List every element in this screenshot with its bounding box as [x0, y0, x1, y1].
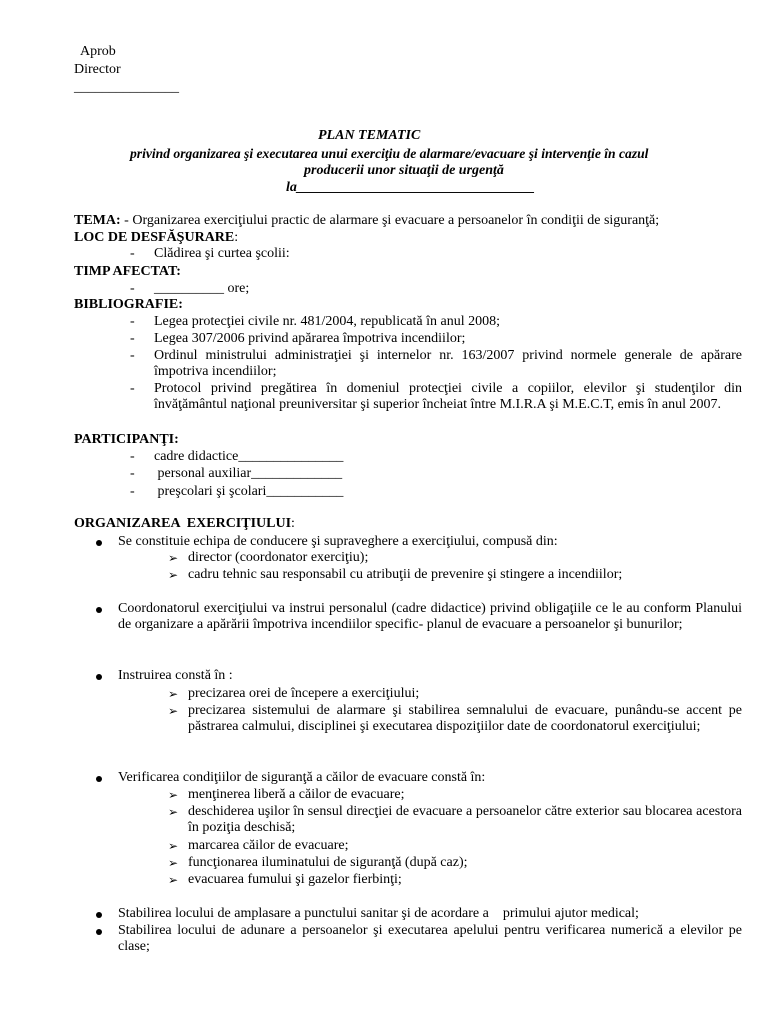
- loc-heading: [74, 230, 238, 246]
- dash-marker: -: [130, 466, 135, 481]
- dash-marker: -: [130, 381, 135, 396]
- title-date-line: la__________________________________: [286, 180, 535, 195]
- org-b4-sub-5: evacuarea fumului şi gazelor fierbinţi;: [188, 872, 402, 887]
- arrow-bullet-icon: ➢: [168, 568, 179, 582]
- loc-colon: :: [234, 230, 239, 245]
- org-b3-sub-1: precizarea orei de începere a exerciţiului;: [188, 686, 420, 701]
- org-b4-sub-1: menţinerea liberă a căilor de evacuare;: [188, 787, 405, 802]
- dash-marker: -: [130, 314, 135, 329]
- org-bullet-4: Verificarea condiţiilor de siguranţă a căilor de evacuare constă în:: [118, 770, 486, 785]
- bullet-marker: [96, 607, 102, 613]
- dash-marker: -: [130, 449, 135, 464]
- dash-marker: -: [130, 484, 135, 499]
- loc-item: Clădirea şi curtea şcolii:: [154, 246, 290, 261]
- dash-marker: -: [130, 331, 135, 346]
- bibliografie-item-2: Legea 307/2006 privind apărarea împotriva incendiilor;: [154, 331, 466, 346]
- bibliografie-item-4: Protocol privind pregătirea în domeniul protecţiei civile a copiilor, elevilor şi studenţilor din învăţământul naţional preuniversitar şi superior încheiat între M.I.R.A şi M.E.C.T, emis în anul 2007.: [154, 381, 742, 412]
- org-b1-sub-1: director (coordonator exerciţiu);: [188, 550, 369, 565]
- dash-marker: -: [130, 246, 135, 261]
- arrow-bullet-icon: ➢: [168, 551, 179, 565]
- arrow-bullet-icon: ➢: [168, 856, 179, 870]
- dash-marker: -: [130, 348, 135, 363]
- loc-label: LOC DE DESFĂŞURARE: [74, 230, 235, 245]
- org-b4-sub-2: deschiderea uşilor în sensul direcţiei de evacuare a persoanelor către exterior sau blocarea acestora în poziţia deschisă;: [188, 804, 742, 835]
- organizarea-heading: [74, 516, 295, 532]
- bullet-marker: [96, 912, 102, 918]
- arrow-bullet-icon: ➢: [168, 687, 179, 701]
- arrow-bullet-icon: ➢: [168, 805, 179, 819]
- org-bullet-5: Stabilirea locului de amplasare a punctului sanitar şi de acordare a primului ajutor medical;: [118, 906, 639, 921]
- arrow-bullet-icon: ➢: [168, 788, 179, 802]
- org-bullet-3: Instruirea constă în :: [118, 668, 233, 683]
- arrow-bullet-icon: ➢: [168, 839, 179, 853]
- bibliografie-item-1: Legea protecţiei civile nr. 481/2004, republicată în anul 2008;: [154, 314, 501, 329]
- tema-row: [74, 213, 659, 229]
- org-b4-sub-3: marcarea căilor de evacuare;: [188, 838, 349, 853]
- bullet-marker: [96, 674, 102, 680]
- tema-text: - Organizarea exerciţiului practic de alarmare şi evacuare a persoanelor în condiţii de siguranţă;: [120, 213, 660, 228]
- participanti-item-3: preşcolari şi şcolari___________: [154, 484, 344, 499]
- participanti-item-2: personal auxiliar_____________: [154, 466, 343, 481]
- timp-label: TIMP AFECTAT:: [74, 264, 181, 279]
- org-bullet-6: Stabilirea locului de adunare a persoanelor şi executarea apelului pentru verificarea numerică a elevilor pe clase;: [118, 923, 742, 954]
- organizarea-colon: :: [291, 516, 295, 531]
- title-line-2: producerii unor situaţii de urgenţă: [304, 163, 504, 178]
- participanti-item-1: cadre didactice_______________: [154, 449, 344, 464]
- approval-director: Director: [74, 62, 121, 77]
- bullet-marker: [96, 776, 102, 782]
- arrow-bullet-icon: ➢: [168, 704, 179, 718]
- dash-marker: -: [130, 281, 135, 296]
- approval-signature-line: _______________: [74, 80, 179, 95]
- participanti-label: PARTICIPANŢI:: [74, 432, 179, 447]
- org-b1-sub-2: cadru tehnic sau responsabil cu atribuţii de prevenire şi stingere a incendiilor;: [188, 567, 623, 582]
- bullet-marker: [96, 540, 102, 546]
- organizarea-label: ORGANIZAREA EXERCIŢIULUI: [74, 516, 292, 531]
- arrow-bullet-icon: ➢: [168, 873, 179, 887]
- title-line-1: privind organizarea şi executarea unui exerciţiu de alarmare/evacuare şi intervenţie în cazul: [130, 146, 649, 161]
- org-b4-sub-4: funcţionarea iluminatului de siguranţă (după caz);: [188, 855, 468, 870]
- timp-item: __________ ore;: [154, 281, 250, 296]
- bibliografie-item-3: Ordinul ministrului administraţiei şi internelor nr. 163/2007 privind normele generale de apărare împotriva incendiilor;: [154, 348, 742, 379]
- org-bullet-2: Coordonatorul exerciţiului va instrui personalul (cadre didactice) privind obligaţiile ce le au conform Planului de organizare a apărării împotriva incendiilor specific- planul de evacuare a persoanelor şi bunurilor;: [118, 601, 742, 632]
- bibliografie-label: BIBLIOGRAFIE:: [74, 297, 183, 312]
- org-bullet-1: Se constituie echipa de conducere şi supraveghere a exerciţiului, compusă din:: [118, 534, 558, 549]
- approval-aprob: Aprob: [80, 44, 116, 59]
- tema-label: TEMA:: [74, 213, 121, 228]
- bullet-marker: [96, 929, 102, 935]
- plan-title: PLAN TEMATIC: [318, 128, 421, 143]
- org-b3-sub-2: precizarea sistemului de alarmare şi stabilirea semnalului de evacuare, punându-se accent pe păstrarea calmului, disciplinei şi executarea dispoziţiilor date de coordonatorul exerciţiului;: [188, 703, 742, 734]
